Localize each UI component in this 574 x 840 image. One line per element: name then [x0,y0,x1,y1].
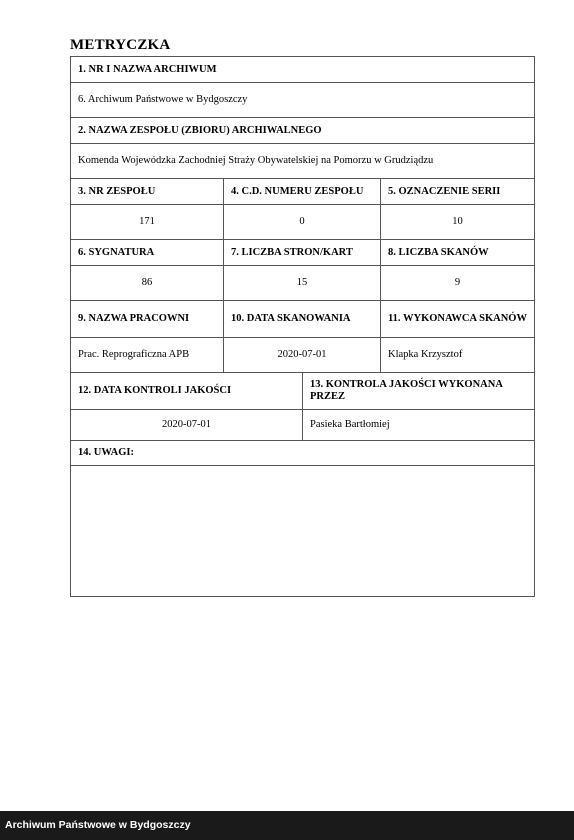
table-row [71,83,535,118]
qc-date-label: 12. DATA KONTROLI JAKOŚCI [71,373,303,410]
archive-label: 1. NR I NAZWA ARCHIWUM [71,57,535,83]
fonds-label: 2. NAZWA ZESPOŁU (ZBIORU) ARCHIWALNEGO [71,118,535,144]
table-row [71,301,535,338]
scanner-value: Klapka Krzysztof [381,338,535,373]
qc-date-value: 2020-07-01 [71,410,303,441]
table-row [71,373,535,410]
table-row [71,118,535,144]
page-title: METRYCZKA [70,37,171,53]
table-row [71,240,535,266]
fonds-number-value: 171 [71,205,224,240]
qc-by-label: 13. KONTROLA JAKOŚCI WYKONANA PRZEZ [303,373,535,410]
table-row [71,410,535,441]
scan-date-value: 2020-07-01 [224,338,381,373]
scan-date-label: 10. DATA SKANOWANIA [224,301,381,338]
fonds-number-label: 3. NR ZESPOŁU [71,179,224,205]
table-row [71,179,535,205]
series-value: 10 [381,205,535,240]
table-row [71,57,535,83]
table-row [71,144,535,179]
series-label: 5. OZNACZENIE SERII [381,179,535,205]
scans-value: 9 [381,266,535,301]
table-row [71,338,535,373]
qc-by-value: Pasieka Bartłomiej [303,410,535,441]
table-row [71,266,535,301]
signature-value: 86 [71,266,224,301]
fonds-number-cd-label: 4. C.D. NUMERU ZESPOŁU [224,179,381,205]
archive-value: 6. Archiwum Państwowe w Bydgoszczy [71,83,535,118]
table-row [71,441,535,466]
table-row [71,205,535,240]
signature-label: 6. SYGNATURA [71,240,224,266]
table-row [71,466,535,597]
fonds-value: Komenda Wojewódzka Zachodniej Straży Obywatelskiej na Pomorzu w Grudziądzu [71,144,535,179]
metadata-table [70,56,535,597]
pages-value: 15 [224,266,381,301]
pages-label: 7. LICZBA STRON/KART [224,240,381,266]
remarks-value [71,466,535,597]
scans-label: 8. LICZBA SKANÓW [381,240,535,266]
workshop-label: 9. NAZWA PRACOWNI [71,301,224,338]
fonds-number-cd-value: 0 [224,205,381,240]
footer-bar: Archiwum Państwowe w Bydgoszczy [0,811,574,840]
scanner-label: 11. WYKONAWCA SKANÓW [381,301,535,338]
remarks-label: 14. UWAGI: [71,441,535,466]
workshop-value: Prac. Reprograficzna APB [71,338,224,373]
